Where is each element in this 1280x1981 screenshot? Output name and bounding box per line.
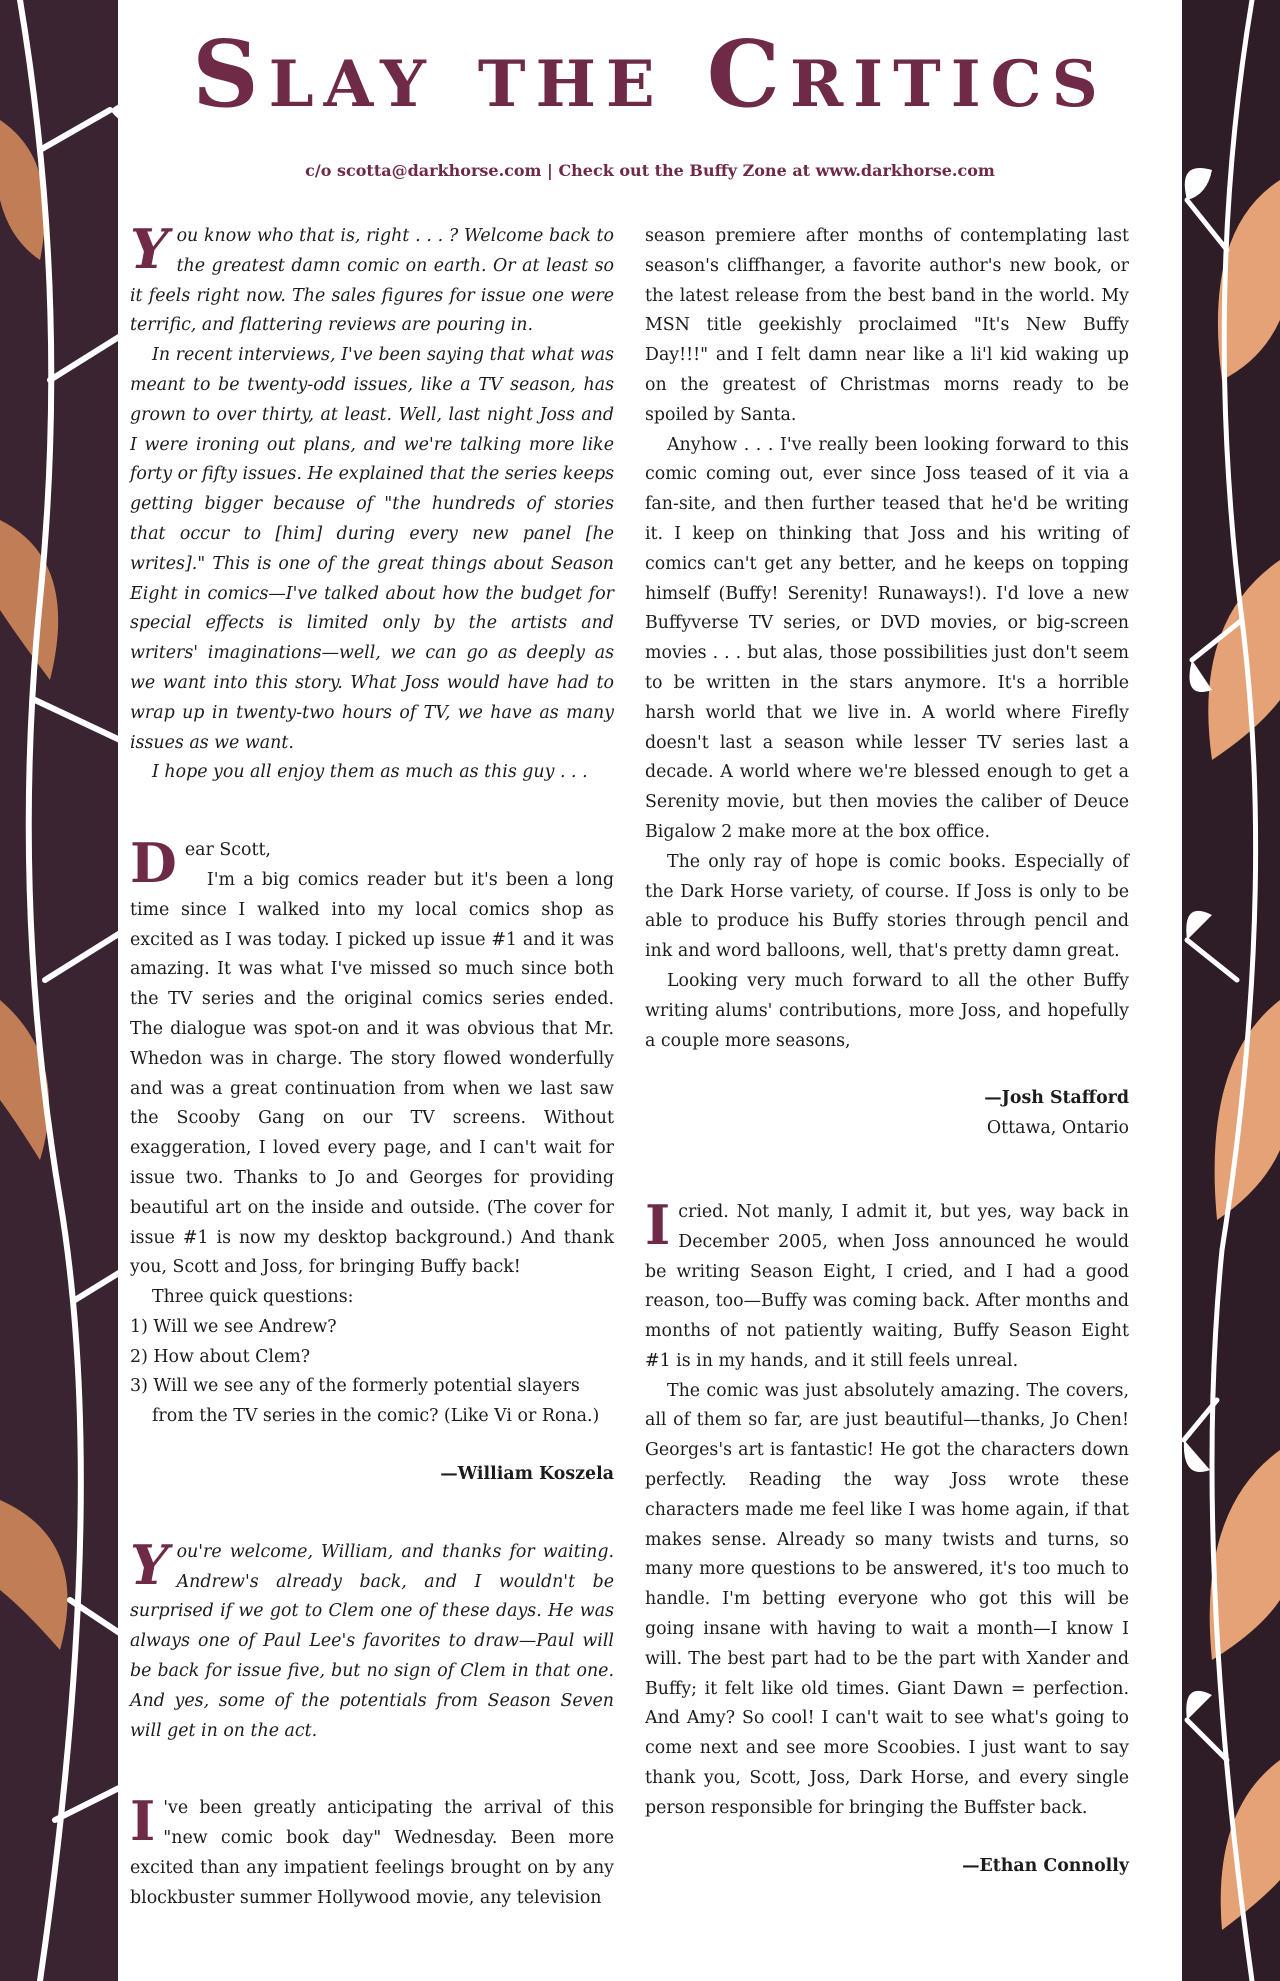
decorative-border-right [1182, 0, 1280, 1981]
page-title: Slay the Critics [192, 20, 1108, 128]
drop-cap: Y [130, 217, 169, 281]
editor-intro-p3: I hope you all enjoy them as much as this guy . . . [152, 762, 588, 783]
letter2-p3: The only ray of hope is comic books. Especially of the Dark Horse variety, of course. If Joss is only to be able to produce his Buffy stories through pencil and ink and word balloons, well, that's pretty damn great. [645, 851, 1129, 962]
letter1-salutation: Dear Scott, [130, 831, 271, 896]
question-3: 3) Will we see any of the formerly potential slayers from the TV series in the comic? (Like Vi or Rona.) [130, 1376, 600, 1427]
left-column [130, 217, 614, 1914]
question-1: 1) Will we see Andrew? [130, 1316, 337, 1337]
letter2-p4: Looking very much forward to all the other Buffy writing alums' contributions, more Joss, and hopefully a couple more seasons, [645, 970, 1129, 1051]
letter-josh-start [130, 1789, 614, 1913]
letter3-p2: The comic was just absolutely amazing. The covers, all of them so far, are just beautiful—thanks, Jo Chen! Georges's art is fantastic! He got the characters down perfectly. Reading the way Joss wrote these characters made me feel like I was home again, if that makes sense. Already so many twists and turns, so many more questions to be answered, it's too much to handle. I'm betting everyone who got this will be going insane with having to wait a month—I know I will. The best part had to be the part with Xander and Buffy; it felt like old times. Giant Dawn = perfection. And Amy? So cool! I can't wait to see what's going to come next and see more Scoobies. I just want to say thank you, Scott, Joss, Dark Horse, and every single person responsible for bringing the Buffster back. [645, 1380, 1129, 1818]
letter3-p1: Icried. Not manly, I admit it, but yes, way back in December 2005, when Joss announced he would be writing Season Eight, I cried, and I had a good reason, too—Buffy was coming back. After months and months of not patiently waiting, Buffy Season Eight #1 is in my hands, and it still feels unreal. [645, 1192, 1129, 1371]
letter3-signature: —Ethan Connolly [962, 1855, 1129, 1876]
drop-cap: I [645, 1192, 671, 1257]
reply1-body: You're welcome, William, and thanks for waiting. Andrew's already back, and I wouldn't be surprised if we got to Clem one of these days. He was always one of Paul Lee's favorites to draw—Paul will be back for issue five, but no sign of Clem in that one. And yes, some of the potentials from Season Seven will get in on the act. [130, 1532, 614, 1741]
editor-reply-william [130, 1532, 614, 1747]
drop-cap: I [130, 1789, 156, 1854]
letter-william [130, 831, 614, 1490]
letter2-p1-left: I 've been greatly anticipating the arrival of this "new comic book day" Wednesday. Been more excited than any impatient feelings brought on by any blockbuster summer Hollywood movie, any television [130, 1789, 614, 1908]
editor-intro [130, 217, 614, 788]
letter2-p2: Anyhow . . . I've really been looking forward to this comic coming out, ever since Joss teased of it via a fan-site, and then further teased that he'd be writing it. I keep on thinking that Joss and his writing of comics can't get any better, and he keeps on topping himself (Buffy! Serenity! Runaways!). I'd love a new Buffyverse TV series, or DVD movies, or big-screen movies . . . but alas, those possibilities just don't seem to be written in the stars anymore. It's a horrible harsh world that we live in. A world where Firefly doesn't last a season while lesser TV series last a decade. A world where we're blessed enough to get a Serenity movie, but then movies the caliber of Deuce Bigalow 2 make more at the box office. [645, 434, 1129, 842]
letter2-location: Ottawa, Ontario [986, 1118, 1129, 1139]
letter1-questions-intro: Three quick questions: [152, 1287, 354, 1308]
drop-cap: Y [130, 1532, 169, 1597]
letter-ethan [645, 1192, 1129, 1882]
letters-page [118, 0, 1182, 1981]
letter-josh-continued [645, 222, 1129, 1144]
right-column [645, 222, 1129, 1881]
drop-cap: D [130, 831, 177, 896]
question-2: 2) How about Clem? [130, 1346, 311, 1367]
letter2-signature: —Josh Stafford [984, 1088, 1129, 1109]
letter1-signature: —William Koszela [440, 1464, 614, 1485]
editor-intro-p1: You know who that is, right . . . ? Welcome back to the greatest damn comic on earth. Or at least so it feels right now. The sales figures for issue one were terrific, and flattering reviews are pouring in. [130, 217, 614, 336]
contact-line: c/o scotta@darkhorse.com | Check out the Buffy Zone at www.darkhorse.com [305, 161, 995, 180]
letter2-p1-right: season premiere after months of contemplating last season's cliffhanger, a favorite author's new book, or the latest release from the best band in the world. My MSN title geekishly proclaimed "It's New Buffy Day!!!" and I felt damn near like a li'l kid waking up on the greatest of Christmas morns ready to be spoiled by Santa. [645, 226, 1129, 425]
letter1-body: I'm a big comics reader but it's been a long time since I walked into my local comics shop as excited as I was today. I picked up issue #1 and it was amazing. It was what I've missed so much since both the TV series and the original comics series ended. The dialogue was spot-on and it was obvious that Mr. Whedon was in charge. The story flowed wonderfully and was a great continuation from when we last saw the Scooby Gang on our TV screens. Without exaggeration, I loved every page, and I can't wait for issue two. Thanks to Jo and Georges for providing beautiful art on the inside and outside. (The cover for issue #1 is now my desktop background.) And thank you, Scott and Joss, for bringing Buffy back! [130, 869, 614, 1278]
editor-intro-p2: In recent interviews, I've been saying that what was meant to be twenty-odd issues, like a TV season, has grown to over thirty, at least. Well, last night Joss and I were ironing out plans, and we're talking more like forty or fifty issues. He explained that the series keeps getting bigger because of "the hundreds of stories that occur to [him] during every new panel [he writes]." This is one of the great things about Season Eight in comics—I've talked about how the budget for special effects is limited only by the artists and writers' imaginations—well, we can go as deeply as we want into this story. What Joss would have had to wrap up in twenty-two hours of TV, we have as many issues as we want. [130, 345, 614, 753]
